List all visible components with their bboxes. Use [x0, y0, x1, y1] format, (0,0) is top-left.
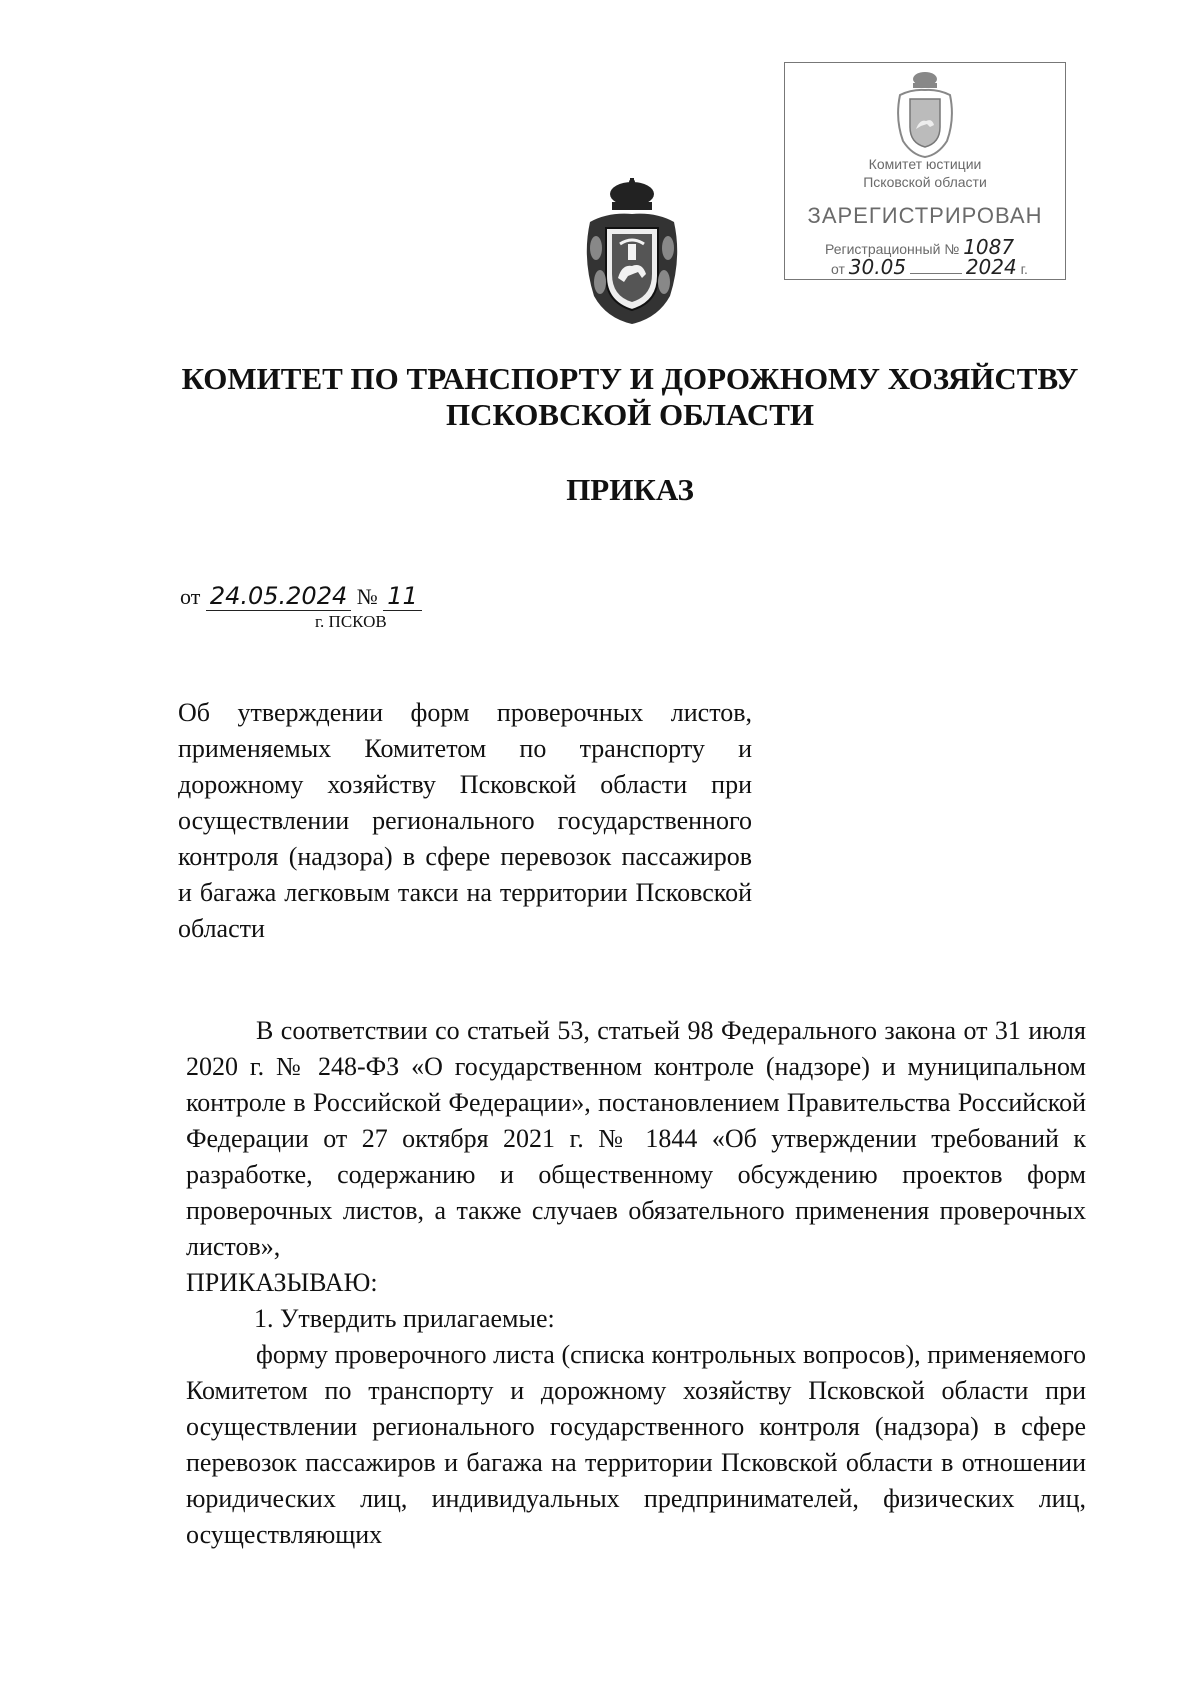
order-date: 24.05.2024 [206, 582, 351, 611]
item-1-heading: 1. Утвердить прилагаемые: [254, 1304, 555, 1333]
stamp-date-value: 30.05 [848, 255, 907, 279]
stamp-status: ЗАРЕГИСТРИРОВАН [807, 203, 1043, 228]
preamble-paragraph: В соответствии со статьей 53, статьей 98 Федерального закона от 31 июля 2020 г. № 248-ФЗ «О государственном контроле (надзоре) и муниципальном контроле в Российской Федерации», постановлением Правительства Российской Федерации от 27 октября 2021 г. № 1844 «Об утверждении требований к разработке, содержанию и общественному обсуждению проектов форм проверочных листов, а также случаев обязательного применения проверочных листов», [186, 1016, 1086, 1261]
stamp-year: 2024 [965, 255, 1017, 279]
order-date-number [180, 582, 422, 610]
order-city: г. ПСКОВ [315, 612, 387, 631]
item-1-text: форму проверочного листа (списка контрольных вопросов), применяемого Комитетом по транспорту и дорожному хозяйству Псковской области при осуществлении регионального государственного контроля (надзора) в сфере перевозок пассажиров и багажа на территории Псковской области в отношении юридических лиц, индивидуальных предпринимателей, физических лиц, осуществляющих [186, 1340, 1086, 1549]
stamp-date-line [831, 255, 1028, 279]
stamp-emblem [890, 69, 960, 159]
committee-name-line1: КОМИТЕТ ПО ТРАНСПОРТУ И ДОРОЖНОМУ ХОЗЯЙСТВУ [181, 361, 1079, 396]
order-number: 11 [383, 582, 422, 611]
stamp-reg-number: 1087 [963, 235, 1015, 259]
stamp-org-line2: Псковской области [863, 174, 987, 190]
committee-name-line2: ПСКОВСКОЙ ОБЛАСТИ [445, 397, 815, 432]
order-title: Об утверждении форм проверочных листов, применяемых Комитетом по транспорту и дорожному хозяйству Псковской области при осуществлении регионального государственного контроля (надзора) в сфере перевозок пассажиров и багажа легковым такси на территории Псковской области [178, 698, 752, 943]
stamp-org-line1: Комитет юстиции [868, 156, 982, 172]
decree-word: ПРИКАЗЫВАЮ: [186, 1268, 378, 1297]
stamp-date-prefix: от [831, 261, 845, 277]
pskov-coat-of-arms-emblem [572, 178, 692, 326]
order-date-prefix: от [180, 584, 201, 609]
document-type: ПРИКАЗ [566, 472, 694, 507]
registration-stamp [784, 62, 1066, 280]
stamp-org-name [785, 155, 1065, 191]
stamp-year-suffix: г. [1020, 261, 1028, 277]
order-number-label: № [356, 584, 378, 609]
stamp-reg-label: Регистрационный № [825, 241, 960, 257]
order-body [186, 1013, 1086, 1553]
